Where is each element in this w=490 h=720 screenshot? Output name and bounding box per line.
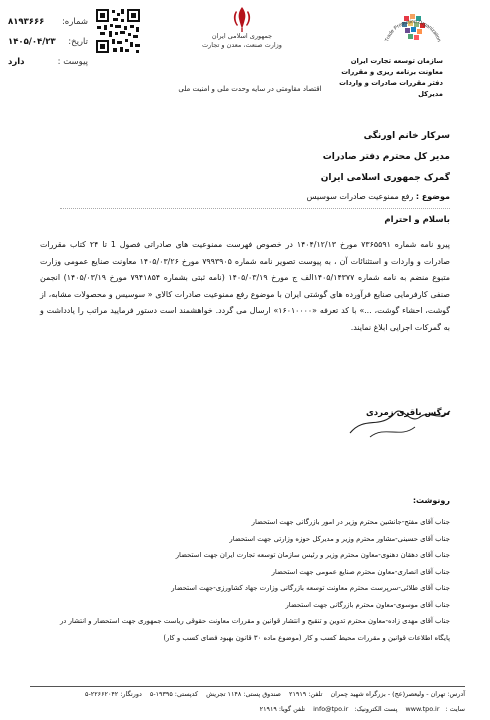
recipient-organization: گمرک جمهوری اسلامی ایران [320,173,450,183]
recipient-title: مدیر کل محترم دفتر صادرات [322,152,450,162]
cc-title: رونوشت: [412,496,450,505]
subject-text: رفع ممنوعیت صادرات سوسیس [306,192,414,201]
subject-line [150,192,450,201]
cc-item: پایگاه اطلاعات قوانین و مقررات محیط کسب و کار (موضوع ماده ۳۰ قانون بهبود فضای کسب و کار) [163,633,450,642]
letter-date-value: ۱۴۰۵/۰۴/۲۳ [8,37,56,47]
cc-item: جناب آقای موسوی-معاون محترم بازرگانی جهت استحضار [285,600,450,609]
letter-attachment-row [8,52,88,72]
tpo-logo-text: Trade Promotion Organization [384,19,442,43]
footer-web-row [15,705,465,713]
footer-callcenter: تلفن گویا: ۲۱۹۱۹ [259,705,306,713]
org-line: دفتر مقررات صادرات و واردات [339,79,443,87]
org-line: مدیرکل [418,90,443,98]
footer-divider [30,686,465,687]
cc-list [20,514,450,646]
qr-code [95,8,141,54]
letter-number-label: شماره: [61,17,88,27]
footer-fax: دورنگار: ۲۲۶۶۲۰۴۲-۵ [85,690,142,698]
cc-item: جناب آقای حسینی-مشاور محترم وزیر و مدیرکل حوزه وزارتی جهت استحضار [229,534,450,543]
ministry-name-line: وزارت صنعت، معدن و تجارت [202,41,282,49]
letter-date-row [8,32,88,52]
footer-contact-row [15,690,465,698]
organization-block [325,56,443,100]
subject-label: موضوع : [415,192,450,201]
footer-address: آدرس: تهران - ولیعصر(عج) - بزرگراه شهید چمران [330,690,465,698]
cc-item: جناب آقای مهدی زاده-معاون محترم تدوین و تنقیح و انتشار قوانین و مقررات معاونت حقوقی ریاست جمهوری جهت استحضار و انتشار در [59,617,450,625]
ministry-name [188,32,296,50]
slogan: اقتصاد مقاومتی در سایه وحدت ملی و امنیت ملی [178,85,322,93]
signer-name: نرگس باقری زمردی [366,408,450,418]
letter-number-row [8,12,88,32]
letter-body: پیرو نامه شماره ۷۳۶۵۵۹۱ مورخ ۱۴۰۴/۱۲/۱۳ در خصوص فهرست ممنوعیت های صادراتی فصول 1 تا ۲۴ کتاب مقررات صادرات و واردات و استثنائات آن ، به پیوست تصویر نامه شماره ۷۹۹۳۹۰۵ مورخ ۱۴۰۵/۰۳/۲۶ معاونت صنایع عمومی وزارت متبوع منضم به نامه شماره ۱۴۰۵/۱۴۳۷۷الف ج مورخ ۱۴۰۵/۰۳/۱۹ (نامه ثبتی بشماره ۷۹۴۱۸۵۴ مورخ ۱۴۰۵/۰۳/۱۹) انجمن صنفی کارفرمایی صنایع فرآورده های گوشتی ایران با موضوع رفع ممنوعیت صادرات کالای « سوسیس و محصولات مشابه، از گوشت، احشاء گوشت، ...» با کد تعرفه «۱۶۰۱۰۰۰۰» ارسال می گردد. خواهشمند است دستور فرمایید مراتب را یادداشت و به گمرکات اجرایی ابلاغ نمایند. [40,240,451,332]
footer-phone: تلفن: ۲۱۹۱۹ [289,690,323,698]
cc-item: جناب آقای طلائی-سرپرست محترم معاونت توسعه بازرگانی وزارت جهاد کشاورزی-جهت استحضار [171,584,450,592]
cc-item: جناب آقای انصاری-معاون محترم صنایع عمومی جهت استحضار [271,567,450,576]
national-emblem-icon [230,5,254,33]
letter-attachment-value: دارد [8,57,25,67]
recipient-block [150,126,450,189]
tpo-logo [380,2,446,58]
org-line: سازمان توسعه تجارت ایران [350,57,443,65]
footer-email-label: پست الکترونیک: [354,705,398,713]
ministry-country-line: جمهوری اسلامی ایران [211,32,273,40]
footer-postcode: کدپستی: ۱۹۳۹۵-۵ [149,690,199,698]
subject-divider [60,208,450,209]
footer-email-link[interactable]: info@tpo.ir [313,705,349,713]
greeting: باسلام و احترام [384,215,450,225]
cc-item: جناب آقای مفتح-جانشین محترم وزیر در امور بازرگانی جهت استحضار [251,518,450,526]
footer-site-label: سایت : [445,705,465,713]
footer-postal-box: صندوق پستی: ۱۱۴۸ تجریش [206,690,281,698]
recipient-name: سرکار خانم اورنگی [363,131,450,141]
org-line: معاونت برنامه ریزی و مقررات [341,68,443,76]
letter-attachment-label: پیوست : [57,57,88,67]
letter-date-label: تاریخ: [68,37,88,47]
footer-site-link[interactable]: www.tpo.ir [405,705,440,713]
cc-item: جناب آقای دهقان دهنوی-معاون محترم وزیر و رئیس سازمان توسعه تجارت ایران جهت استحضار [175,551,450,559]
letter-number-value: ۸۱۹۳۶۶۶ [8,17,45,27]
letter-meta [8,12,88,72]
signature-scribble [340,395,460,445]
